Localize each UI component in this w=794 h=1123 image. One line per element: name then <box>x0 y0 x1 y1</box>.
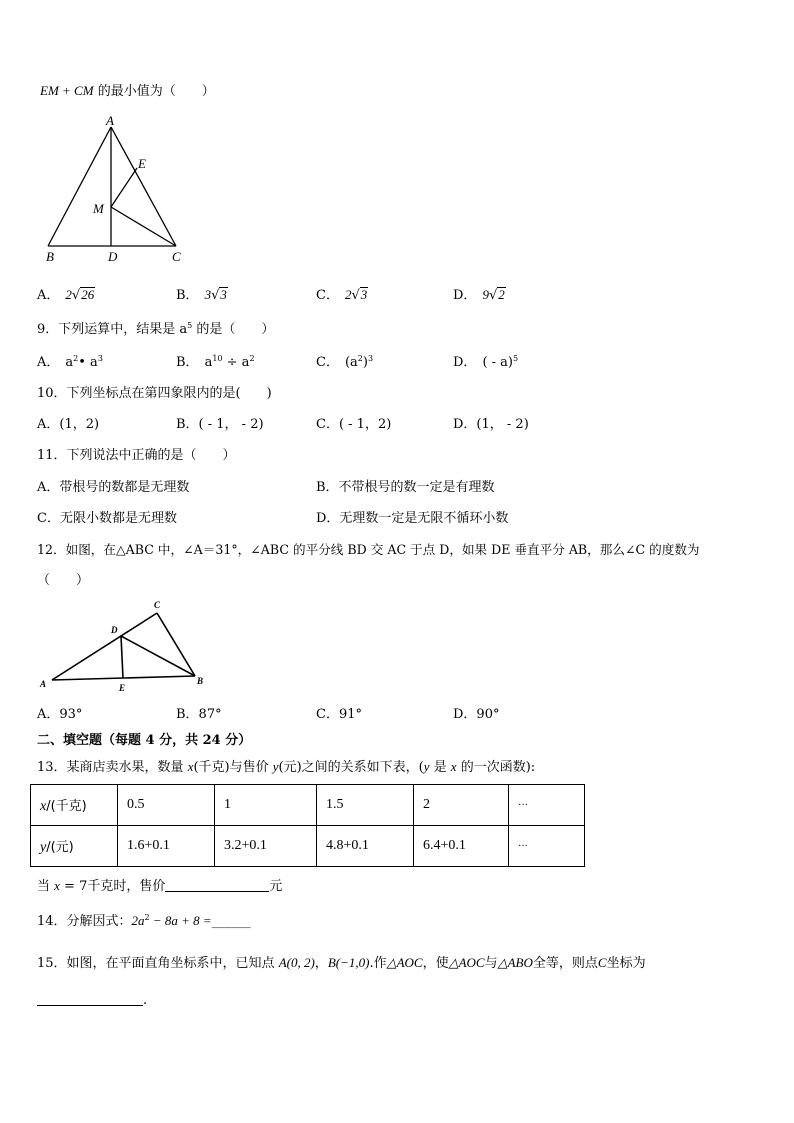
q9-option-exponent: 2 <box>357 354 363 363</box>
q15-end-period: . <box>143 993 148 1008</box>
q12-option-a[interactable]: A．93° <box>37 707 83 722</box>
q14-stem <box>37 913 251 930</box>
table-cell: 1.5 <box>317 785 414 826</box>
q15-stem-part: ，使 <box>422 956 449 971</box>
q13-answer-part: = 7千克时，售价 <box>59 879 166 894</box>
table-cell: 0.5 <box>118 785 215 826</box>
q11-option-b[interactable]: B．不带根号的数一定是有理数 <box>316 480 495 495</box>
q9-option-term: a <box>65 355 74 370</box>
q10-stem: 10．下列坐标点在第四象限内的是( ) <box>37 386 272 401</box>
q9-option-term: • a <box>78 355 98 370</box>
q14-exponent: 2 <box>144 913 150 922</box>
q9-option-exponent: 3 <box>367 354 374 363</box>
q14-expression: 2a <box>131 913 145 928</box>
q9-option-term: ÷ a <box>222 355 250 370</box>
table-row <box>31 785 585 826</box>
section-heading: 二、填空题（每题 4 分，共 24 分） <box>37 733 252 748</box>
q12-option-c[interactable]: C．91° <box>316 707 362 722</box>
table-cell: ··· <box>509 826 585 867</box>
q15-triangle: △ABO <box>497 955 533 970</box>
q11-option-c[interactable]: C．无限小数都是无理数 <box>37 511 177 526</box>
q12-stem-line2: （ ） <box>37 573 90 588</box>
q13-answer-var: x <box>54 878 60 893</box>
q9-option-exponent: 2 <box>73 354 79 363</box>
radical-icon: √ <box>351 288 360 303</box>
q9-option-letter: B． <box>176 355 199 370</box>
q13-answer-part: 元 <box>269 879 283 894</box>
q8-option-b-letter: B． <box>176 288 199 303</box>
table-row-header <box>31 785 118 826</box>
table-cell: 2 <box>414 785 509 826</box>
q9-option-term: ) <box>362 355 368 370</box>
table-row-header <box>31 826 118 867</box>
q13-answer-line <box>37 878 282 895</box>
q10-option-b[interactable]: B．( - 1， - 2) <box>176 417 264 432</box>
q9-option-term: ( - a) <box>482 355 513 370</box>
q9-stem-part: 的是（ ） <box>192 322 275 337</box>
q12-segment-de <box>121 636 123 678</box>
q12-stem-line1: 12．如图，在△ABC 中，∠A＝31°，∠ABC 的平分线 BD 交 AC 于点 D，如果 DE 垂直平分 AB，那么∠C 的度数为 <box>37 542 700 557</box>
q13-stem-part: 13．某商店卖水果，数量 <box>37 760 188 775</box>
q9-option-letter: C． <box>316 355 339 370</box>
q9-option-exponent: 10 <box>212 354 223 363</box>
radical-icon: √ <box>211 288 220 303</box>
q15-triangle: △AOC <box>448 955 485 970</box>
q12-segment-db <box>121 636 195 676</box>
q12-label-e: E <box>119 683 126 693</box>
q8-label-d: D <box>108 249 118 264</box>
q13-var: x <box>450 759 457 774</box>
q13-var: y <box>423 759 430 774</box>
q15-stem-part: 坐标为 <box>606 956 646 971</box>
q15-answer-blank[interactable] <box>37 993 143 1006</box>
q9-option-term: (a <box>344 355 358 370</box>
q9-stem-exponent: 5 <box>187 321 193 330</box>
q12-option-b[interactable]: B．87° <box>176 707 222 722</box>
q13-stem-part: (元)之间的关系如下表，( <box>278 760 424 775</box>
q8-option-a-radicand: 26 <box>81 287 95 302</box>
q13-var: y <box>272 759 279 774</box>
q15-stem-part: .作 <box>369 956 387 971</box>
q12-option-d[interactable]: D．90° <box>453 707 500 722</box>
q15-stem-part: 全等，则点 <box>532 956 598 971</box>
q13-table <box>30 784 585 867</box>
q12-label-c: C <box>154 600 161 610</box>
table-cell: 1.6+0.1 <box>118 826 215 867</box>
q8-option-a-coef: 2 <box>65 287 72 302</box>
q15-stem-part: 15．如图，在平面直角坐标系中，已知点 <box>37 956 279 971</box>
q14-stem-text: 14．分解因式： <box>37 914 132 929</box>
q11-option-a[interactable]: A．带根号的数都是无理数 <box>37 480 190 495</box>
q13-stem <box>37 759 535 776</box>
q10-option-c[interactable]: C．( - 1，2) <box>316 417 392 432</box>
q8-option-b-coef: 3 <box>204 287 212 302</box>
table-header-unit: /(千克) <box>46 799 87 814</box>
q15-stem-part: 与 <box>484 956 498 971</box>
q9-option-letter: D． <box>453 355 477 370</box>
q8-option-d-radicand: 2 <box>498 287 505 302</box>
q10-option-d[interactable]: D．(1， - 2) <box>453 417 529 432</box>
table-row <box>31 826 585 867</box>
q14-expression: − 8a + 8 = <box>149 913 212 928</box>
q15-stem-part: ， <box>314 956 328 971</box>
q15-point-c: C <box>597 955 607 970</box>
table-header-unit: /(元) <box>46 840 74 855</box>
table-header-var: x <box>40 799 47 814</box>
q9-option-letter: A． <box>37 355 60 370</box>
radical-icon: √ <box>488 288 498 303</box>
q9-option-exponent: 2 <box>249 354 255 363</box>
q15-point-b: B(−1,0) <box>327 955 370 970</box>
q8-label-m: M <box>93 201 104 216</box>
q10-option-a[interactable]: A．(1，2) <box>37 417 100 432</box>
q12-label-a: A <box>40 679 47 689</box>
q13-stem-part: 的一次函数): <box>456 760 536 775</box>
q15-point-a: A(0, 2) <box>278 955 315 970</box>
q13-stem-part: 是 <box>429 760 451 775</box>
q15-stem <box>37 955 646 972</box>
q8-option-d-letter: D． <box>453 288 477 303</box>
q9-option-exponent: 5 <box>513 354 519 363</box>
q8-option-d-coef: 9 <box>482 287 489 302</box>
q13-stem-part: (千克)与售价 <box>193 760 273 775</box>
table-cell: 4.8+0.1 <box>317 826 414 867</box>
q8-option-c-radicand: 3 <box>360 287 368 302</box>
q15-answer-line <box>37 993 147 1009</box>
radical-icon: √ <box>71 288 81 303</box>
q11-stem: 11．下列说法中正确的是（ ） <box>37 448 236 463</box>
q8-option-c-coef: 2 <box>344 287 352 302</box>
q8-option-b-radicand: 3 <box>220 287 227 302</box>
q13-var: x <box>187 759 194 774</box>
q9-option-term: a <box>204 355 213 370</box>
table-cell: 6.4+0.1 <box>414 826 509 867</box>
table-cell: 1 <box>215 785 317 826</box>
q8-stem-text: 的最小值为（ ） <box>97 84 215 99</box>
table-cell: 3.2+0.1 <box>215 826 317 867</box>
q8-label-e: E <box>138 156 146 171</box>
table-header-var: y <box>40 840 47 855</box>
q8-option-c-letter: C． <box>316 288 339 303</box>
q11-option-d[interactable]: D．无理数一定是无限不循环小数 <box>316 511 509 526</box>
q8-label-b: B <box>46 249 54 264</box>
q13-answer-blank[interactable] <box>165 879 269 892</box>
q9-option-exponent: 3 <box>97 354 103 363</box>
q8-label-a: A <box>106 113 114 128</box>
table-cell: ··· <box>509 785 585 826</box>
q8-label-c: C <box>172 249 181 264</box>
q9-stem-part: 9．下列运算中，结果是 a <box>37 322 188 337</box>
q12-label-d: D <box>111 625 118 635</box>
q8-stem-expression: EM + CM <box>40 83 94 98</box>
q14-answer-blank[interactable]: ______ <box>211 914 251 929</box>
q15-triangle: △AOC <box>386 955 423 970</box>
q8-option-a-letter: A． <box>37 288 60 303</box>
q13-answer-part: 当 <box>37 879 55 894</box>
q12-label-b: B <box>197 676 204 686</box>
